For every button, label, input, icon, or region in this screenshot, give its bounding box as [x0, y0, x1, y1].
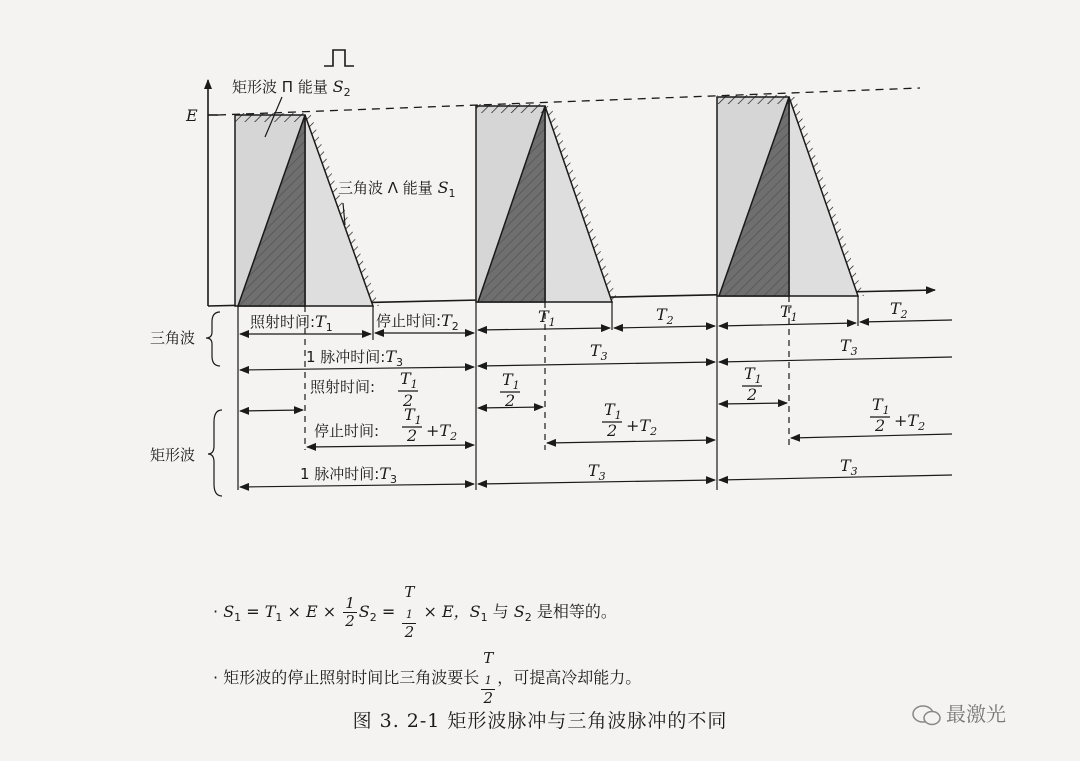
triangle-row-brace — [206, 312, 220, 366]
watermark-text: 最激光 — [946, 702, 1006, 726]
pulse-1 — [235, 113, 379, 306]
t3-label: $T_3$ — [840, 456, 858, 478]
stop-time-half-label: 停止时间: — [314, 422, 380, 440]
half-t1-arrow — [240, 410, 303, 411]
half-t1-fraction — [500, 370, 520, 410]
rectangle-row-label: 矩形波 — [150, 446, 196, 464]
t3-arrow — [719, 357, 952, 362]
half-t1-plus-t2-formula — [402, 405, 457, 445]
t3-label: $T_3$ — [840, 336, 858, 358]
svg-text:2: 2 — [747, 385, 758, 404]
pulse-2 — [476, 104, 618, 302]
irradiation-time-label: 照射时间$:T_1$ — [250, 312, 333, 334]
svg-text:T1: $T_1$ — [400, 369, 418, 391]
t1-arrow — [719, 323, 856, 326]
t3-arrow — [478, 362, 715, 366]
half-t1-plus-t2-formula — [870, 395, 925, 435]
e-label: E — [186, 106, 198, 125]
half-t1-plus-t2-arrow — [547, 440, 715, 443]
half-t1-plus-t2-arrow — [307, 445, 474, 447]
t2-label: $T_2$ — [890, 299, 908, 321]
svg-text:+T2: $+T_2$ — [626, 416, 658, 438]
svg-text:T1: $T_1$ — [404, 405, 422, 427]
rect-energy-label: 矩形波 Π 能量 $S_2$ — [232, 77, 351, 99]
t3-arrow — [240, 484, 474, 487]
svg-text:2: 2 — [607, 421, 618, 440]
half-t1-fraction — [742, 364, 762, 404]
svg-text:2: 2 — [407, 426, 418, 445]
t3-label: $T_3$ — [588, 461, 606, 483]
pulse-3 — [717, 95, 864, 296]
half-t1-plus-t2-formula — [602, 400, 657, 440]
pulse-time-label: 1 脉冲时间$:T_3$ — [306, 347, 404, 369]
triangle-row-label: 三角波 — [150, 329, 196, 347]
pulse-time-label: 1 脉冲时间$:T_3$ — [300, 464, 398, 486]
chat-bubble-icon — [912, 705, 942, 727]
svg-text:2: 2 — [403, 391, 414, 410]
svg-text:T1: $T_1$ — [872, 395, 890, 417]
t2-arrow — [614, 326, 715, 328]
svg-text:T1: $T_1$ — [502, 370, 520, 392]
stop-time-label: 停止时间$:T_2$ — [376, 311, 459, 333]
energy-equation-note: · $S_1 = T_1 \times E$ × $\frac{1}{2}$ $S_2$ = T $_1$ 2 × E，$S_1$ 与 $S_2$ 是相等的。 — [213, 583, 617, 641]
half-t1-plus-t2-arrow — [791, 434, 952, 438]
watermark — [912, 698, 1006, 727]
svg-text:+T2: $+T_2$ — [426, 421, 458, 443]
t3-label: $T_3$ — [590, 341, 608, 363]
half-t1-fraction — [398, 369, 418, 410]
t3-arrow — [719, 475, 952, 480]
rectangle-row-brace — [208, 410, 222, 496]
figure-caption: 图 3. 2-1 矩形波脉冲与三角波脉冲的不同 — [352, 710, 728, 732]
svg-text:2: 2 — [875, 416, 886, 435]
irradiation-time-half-label: 照射时间: — [310, 378, 376, 396]
t1-label: $T_1$ — [780, 302, 798, 324]
rectangle-pulse-icon — [324, 50, 354, 66]
t1-arrow — [478, 328, 610, 330]
svg-text:T1: $T_1$ — [744, 364, 762, 386]
cooling-capacity-note: · 矩形波的停止照射时间比三角波要长 T $_1$ 2 ，可提高冷却能力。 — [213, 649, 642, 707]
t2-label: $T_2$ — [656, 305, 674, 327]
svg-text:T1: $T_1$ — [604, 400, 622, 422]
t3-arrow — [240, 367, 474, 370]
t1-label: $T_1$ — [538, 307, 556, 329]
t3-arrow — [478, 480, 715, 484]
svg-text:+T2: $+T_2$ — [894, 411, 926, 433]
tri-energy-label: 三角波 Λ 能量 $S_1$ — [338, 178, 456, 200]
svg-text:2: 2 — [505, 391, 516, 410]
